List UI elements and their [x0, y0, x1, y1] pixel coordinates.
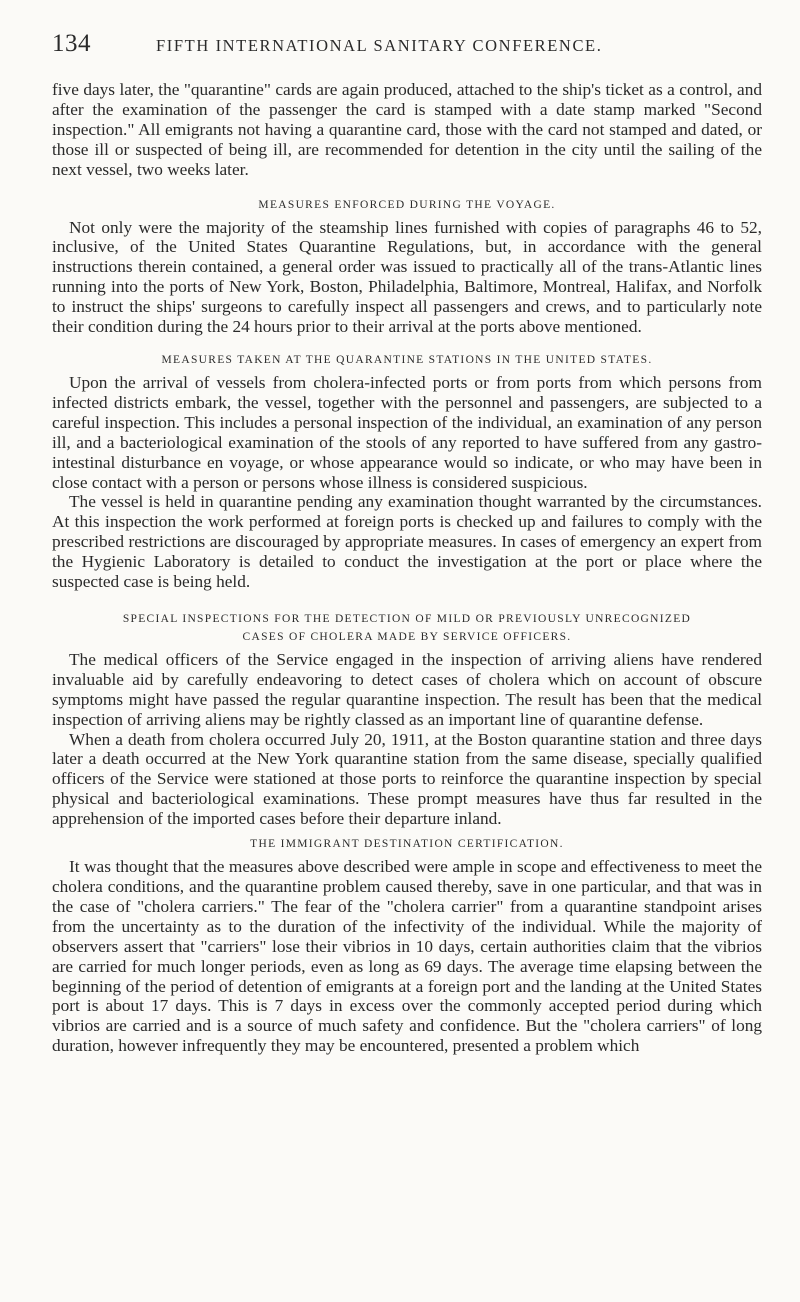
header-title: FIFTH INTERNATIONAL SANITARY CONFERENCE.: [156, 36, 603, 55]
section-heading-special-line1: SPECIAL INSPECTIONS FOR THE DETECTION OF MILD OR PREVIOUSLY UNRECOGNIZED: [122, 612, 692, 625]
paragraph-special-1: The medical officers of the Service engaged in the inspection of arriving aliens have rendered invaluable aid by carefully endeavoring to detect cases of cholera which on account of obscure symptoms might have passed the regular quarantine inspection. The result has been that the medical inspection of arriving aliens may be rightly classed as an important line of quarantine defense.: [52, 649, 762, 729]
section-heading-destination: THE IMMIGRANT DESTINATION CERTIFICATION.: [250, 838, 564, 851]
paragraph-quarantine-1: Upon the arrival of vessels from cholera-infected ports or from ports from which persons from infected districts embark, the vessel, together with the personnel and passengers, are subjected to a careful inspection. This includes a personal inspection of the individual, an examination of any person ill, and a bacteriological examination of the stools of any reported to have suffered from any gastro-intestinal disturbance en voyage, or whose appearance would so indicate, or who may have been in close contact with a person or persons whose illness is considered suspicious.: [52, 372, 762, 492]
paragraph-special-2: When a death from cholera occurred July 20, 1911, at the Boston quarantine station and three days later a death occurred at the New York quarantine station from the same disease, specially qualified officers of the Service were stationed at those ports to reinforce the quarantine inspection by special physical and bacteriological examinations. These prompt measures have thus far resulted in the apprehension of the imported cases before their departure inland.: [52, 729, 762, 829]
page-number: 134: [52, 30, 91, 57]
section-heading-voyage: MEASURES ENFORCED DURING THE VOYAGE.: [258, 198, 556, 211]
section-heading-special-inspections: [52, 610, 762, 646]
paragraph-intro: five days later, the "quarantine" cards are again produced, attached to the ship's ticket as a control, and after the examination of the passenger the card is stamped with a date stamp marked "Second inspection." All emigrants not having a quarantine card, those with the card not stamped and dated, or those ill or suspected of being ill, are recommended for detention in the city until the sailing of the next vessel, two weeks later.: [52, 80, 762, 179]
paragraph-destination: It was thought that the measures above described were ample in scope and effectiveness to meet the cholera conditions, and the quarantine problem caused thereby, save in one particular, and that was in the case of "cholera carriers." The fear of the "cholera carrier" from a quarantine standpoint arises from the uncertainty as to the duration of the infectivity of the individual. While the majority of observers assert that "carriers" lose their vibrios in 10 days, certain authorities claim that the vibrios are carried for much longer periods, even as long as 69 days. The average time elapsing between the beginning of the period of detention of emigrants at a foreign port and the landing at the United States port is about 17 days. This is 7 days in excess over the commonly accepted period during which vibrios are carried and is a source of much safety and confidence. But the "cholera carriers" of long duration, however infrequently they may be encountered, presented a problem which: [52, 857, 762, 1056]
running-header: [52, 30, 762, 80]
paragraph-voyage: Not only were the majority of the steamship lines furnished with copies of paragraphs 46 to 52, inclusive, of the United States Quarantine Regulations, but, in accordance with the general instructions therein contained, a general order was issued to practically all of the trans-Atlantic lines running into the ports of New York, Boston, Philadelphia, Baltimore, Montreal, Halifax, and Norfolk to instruct the ships' surgeons to carefully inspect all passengers and crews, and to particularly note their condition during the 24 hours prior to their arrival at the ports above mentioned.: [52, 217, 762, 337]
section-heading-special-line2: CASES OF CHOLERA MADE BY SERVICE OFFICERS.: [242, 630, 572, 643]
paragraph-quarantine-2: The vessel is held in quarantine pending any examination thought warranted by the circumstances. At this inspection the work performed at foreign ports is checked up and failures to comply with the prescribed restrictions are discouraged by appropriate measures. In cases of emergency an expert from the Hygienic Laboratory is detailed to conduct the investigation at the port or place where the suspected case is being held.: [52, 492, 762, 592]
section-heading-quarantine-stations: MEASURES TAKEN AT THE QUARANTINE STATIONS IN THE UNITED STATES.: [161, 353, 653, 366]
